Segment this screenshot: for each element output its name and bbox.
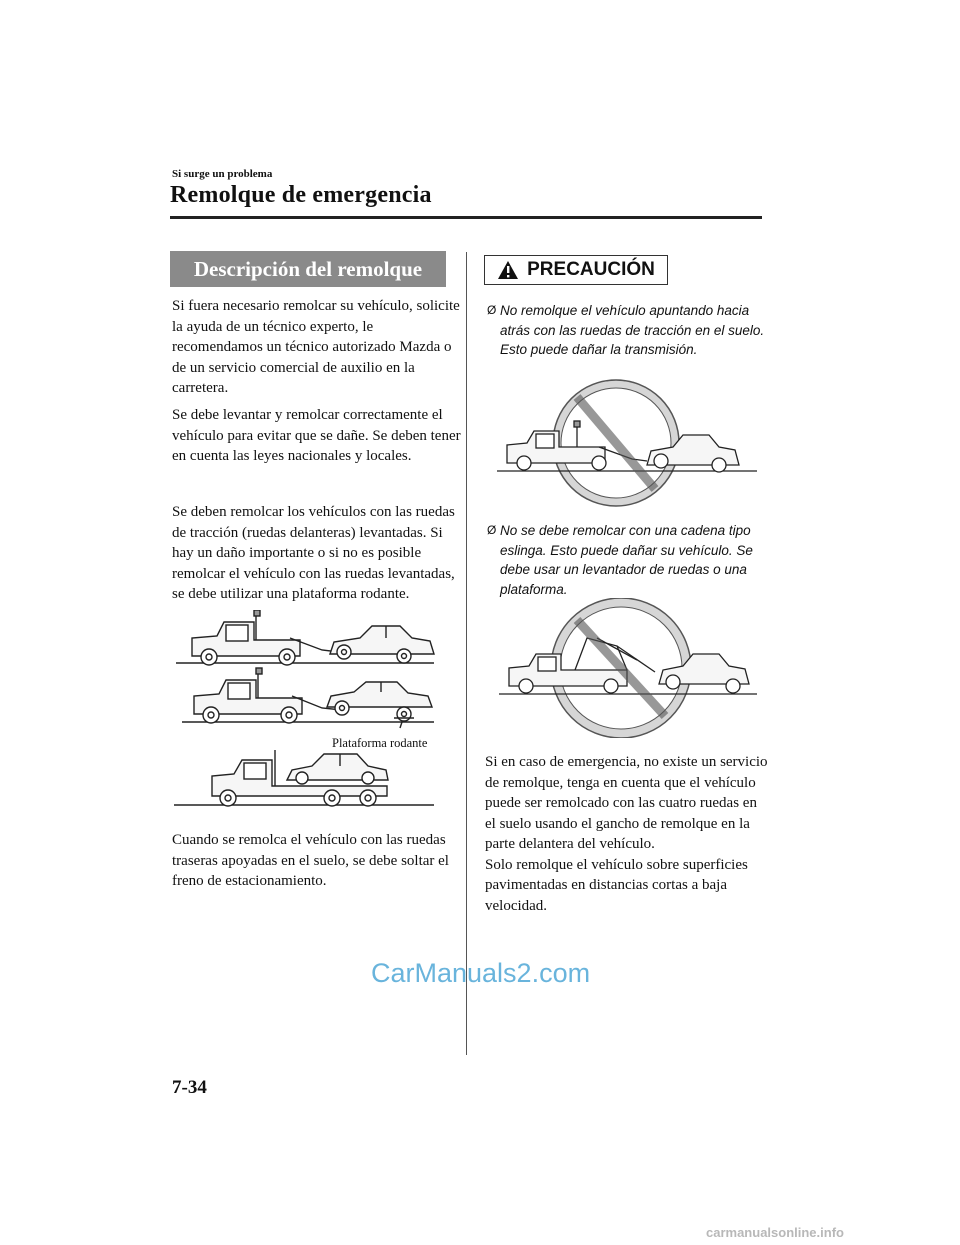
section-banner xyxy=(170,251,446,287)
paragraph-drive-wheels: Se deben remolcar los vehículos con las ruedas de tracción (ruedas delanteras) levantadas. Si hay un daño importante o si no es posible remolcar el vehículo con las ruedas levantadas, se debe utilizar una plataforma rodante. xyxy=(172,504,455,602)
bullet-arrow-icon: Ø xyxy=(487,523,497,537)
caution-item-text: No remolque el vehículo apuntando hacia atrás con las ruedas de tracción en el suelo. Esto puede dañar la transmisión. xyxy=(500,303,765,357)
caution-item-reverse-tow xyxy=(487,301,767,360)
paragraph-parking-brake: Cuando se remolca el vehículo con las ruedas traseras apoyadas en el suelo, se debe soltar el freno de estacionamiento. xyxy=(172,832,449,889)
caution-header xyxy=(484,255,668,285)
platform-label: Plataforma rodante xyxy=(332,736,428,750)
section-banner-title: Descripción del remolque xyxy=(193,256,423,281)
header-rule xyxy=(170,216,762,219)
page-number: 7-34 xyxy=(172,1077,207,1098)
paragraph-emergency-tow: Si en caso de emergencia, no existe un servicio de remolque, tenga en cuenta que el vehículo puede ser remolcado con las cuatro ruedas en el suelo usando el gancho de remolque en la parte delantera del vehículo. Solo remolque el vehículo sobre superficies pavimentadas en distancias cortas a baja velocidad. xyxy=(485,754,768,914)
caution-item-text: No se debe remolcar con una cadena tipo eslinga. Esto puede dañar su vehículo. Se debe usar un levantador de ruedas o una plataforma. xyxy=(500,523,753,597)
chapter-title: Remolque de emergencia xyxy=(170,182,432,208)
towing-methods-illustration xyxy=(172,610,462,810)
caution-label: PRECAUCIÓN xyxy=(527,259,655,280)
watermark-footer: carmanualsonline.info xyxy=(706,1225,844,1240)
caution-item-sling-chain xyxy=(487,521,767,599)
prohibited-backward-tow-illustration xyxy=(487,375,767,515)
prohibited-sling-tow-illustration xyxy=(487,598,767,738)
bullet-arrow-icon: Ø xyxy=(487,303,497,317)
paragraph-lift: Se debe levantar y remolcar correctamente el vehículo para evitar que se dañe. Se deben tener en cuenta las leyes nacionales y locales. xyxy=(172,407,461,464)
paragraph-intro: Si fuera necesario remolcar su vehículo, solicite la ayuda de un técnico experto, le recomendamos un técnico autorizado Mazda o de un servicio comercial de auxilio en la carretera. xyxy=(172,298,460,396)
watermark-logo: CarManuals2.com xyxy=(371,958,591,988)
column-divider xyxy=(466,252,467,1055)
section-label: Si surge un problema xyxy=(172,168,273,180)
warning-icon xyxy=(497,260,519,280)
